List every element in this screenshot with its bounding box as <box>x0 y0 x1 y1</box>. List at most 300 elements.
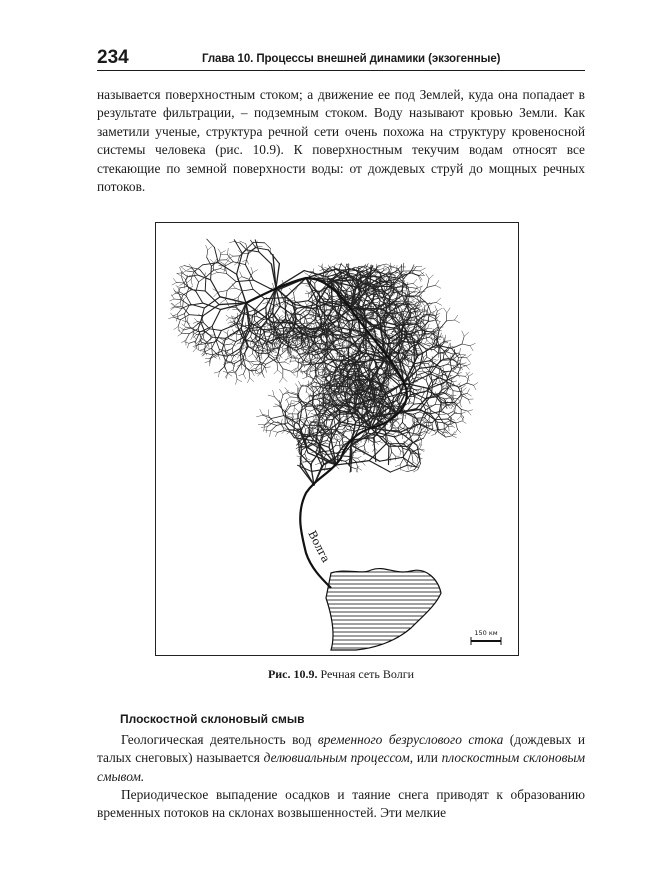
tributary-segment <box>435 285 441 288</box>
tributary-segment <box>470 343 475 345</box>
tributary-segment <box>439 369 440 376</box>
tributary-segment <box>405 414 406 419</box>
tributary-segment <box>292 372 298 373</box>
tributary-segment <box>249 370 250 378</box>
tributary-segment <box>456 421 462 423</box>
tributary-segment <box>207 239 215 247</box>
tributary-segment <box>447 308 450 313</box>
tributary-segment <box>462 388 467 392</box>
tributary-segment <box>178 314 185 317</box>
tributary-segment <box>428 324 430 328</box>
tributary-segment <box>239 374 244 376</box>
tributary-segment <box>206 353 213 355</box>
tributary-segment <box>237 274 246 303</box>
tributary-segment <box>240 243 246 250</box>
tributary-segment <box>214 247 218 262</box>
tributary-segment <box>467 358 471 363</box>
tributary-segment <box>462 421 466 424</box>
tributary-segment <box>345 281 351 282</box>
tributary-segment <box>440 337 444 338</box>
tributary-segment <box>427 285 435 287</box>
tributary-segment <box>219 372 220 377</box>
tributary-segment <box>206 270 214 277</box>
tributary-segment <box>237 355 239 358</box>
tributary-segment <box>264 325 270 326</box>
tributary-segment <box>257 329 258 333</box>
tributary-segment <box>207 250 208 257</box>
tributary-segment <box>435 306 437 311</box>
tributary-segment <box>214 372 219 374</box>
tributary-segment <box>305 302 307 305</box>
tributary-segment <box>295 408 299 412</box>
tributary-segment <box>313 290 320 291</box>
tributary-segment <box>440 348 441 360</box>
tributary-segment <box>176 306 183 307</box>
tributary-segment <box>297 414 298 423</box>
tributary-segment <box>318 302 319 306</box>
tributary-segment <box>300 362 305 363</box>
tributary-segment <box>308 411 311 415</box>
tributary-segment <box>226 318 229 321</box>
tributary-segment <box>211 266 212 280</box>
tributary-segment <box>310 394 312 399</box>
tributary-segment <box>421 367 423 372</box>
tributary-segment <box>241 335 242 342</box>
body-paragraph-1: называется поверхностным стоком; а движение ее под Землей, куда она попадает в результате фильтрации, – подземным стоком. Воду называют кровью Земли. Как заметили ученые, структура речной сети очень похожа на структуру кровеносной системы человека (рис. 10.9). К поверхностным текучим водам относят все стекающие по земной поверхности воды: от дождевых струй до мощных речных потоков. <box>97 87 585 195</box>
tributary-segment <box>386 328 397 330</box>
tributary-segment <box>467 389 469 394</box>
tributary-segment <box>451 425 455 428</box>
tributary-segment <box>306 410 311 412</box>
tributary-segment <box>335 263 338 265</box>
tributary-segment <box>205 277 206 291</box>
tributary-segment <box>345 385 346 393</box>
tributary-segment <box>395 301 403 302</box>
tributary-segment <box>265 298 286 299</box>
tributary-segment <box>227 330 228 334</box>
tributary-segment <box>224 332 228 334</box>
tributary-segment <box>333 386 348 387</box>
tributary-segment <box>460 348 461 354</box>
tributary-segment <box>177 273 181 276</box>
tributary-segment <box>330 366 333 372</box>
tributary-segment <box>429 430 433 434</box>
tributary-segment <box>170 299 175 301</box>
tributary-segment <box>311 413 315 414</box>
tributary-segment <box>468 399 470 404</box>
tributary-segment <box>306 286 310 287</box>
tributary-segment <box>455 320 460 323</box>
tributary-segment <box>234 242 240 244</box>
tributary-segment <box>306 391 310 396</box>
tributary-segment <box>288 344 294 345</box>
tributary-segment <box>394 272 398 274</box>
tributary-segment <box>424 354 427 357</box>
tributary-segment <box>460 363 466 365</box>
tributary-segment <box>378 268 383 270</box>
running-head: Глава 10. Процессы внешней динамики (экзогенные) <box>202 53 501 65</box>
tributary-segment <box>457 416 461 420</box>
tributary-segment <box>349 271 356 272</box>
tributary-segment <box>457 376 466 377</box>
tributary-segment <box>443 385 447 387</box>
tributary-segment <box>466 364 471 366</box>
tributary-segment <box>210 329 222 331</box>
tributary-segment <box>421 337 429 339</box>
tributary-segment <box>262 364 266 372</box>
tributary-segment <box>283 377 287 381</box>
tributary-segment <box>448 412 453 415</box>
tributary-segment <box>324 358 325 367</box>
tributary-segment <box>232 342 236 349</box>
tributary-segment <box>214 292 219 297</box>
tributary-segment <box>196 291 203 303</box>
tributary-segment <box>449 344 450 348</box>
tributary-segment <box>250 341 251 345</box>
tributary-segment <box>330 296 337 297</box>
tributary-segment <box>458 430 461 433</box>
tributary-segment <box>447 352 453 354</box>
tributary-segment <box>186 327 193 328</box>
tributary-segment <box>419 275 422 280</box>
tributary-segment <box>470 346 473 351</box>
tributary-segment <box>295 354 300 358</box>
tributary-segment <box>413 284 418 288</box>
tributary-segment <box>277 314 279 317</box>
tributary-segment <box>434 350 439 354</box>
tributary-segment <box>385 364 386 369</box>
tributary-segment <box>227 260 231 263</box>
tributary-segment <box>181 267 186 271</box>
tributary-segment <box>474 385 476 389</box>
tributary-segment <box>298 359 299 367</box>
tributary-segment <box>467 383 474 385</box>
tributary-segment <box>415 460 421 469</box>
tributary-segment <box>238 297 239 303</box>
tributary-segment <box>220 299 225 303</box>
tributary-segment <box>173 314 178 316</box>
tributary-segment <box>439 321 446 330</box>
tributary-segment <box>236 372 237 379</box>
tributary-segment <box>249 354 253 357</box>
tributary-segment <box>462 336 464 344</box>
tributary-segment <box>266 359 277 365</box>
tributary-segment <box>193 348 196 352</box>
tributary-segment <box>220 253 221 260</box>
tributary-segment <box>453 381 457 382</box>
tributary-segment <box>425 332 427 341</box>
tributary-segment <box>230 288 235 289</box>
tributary-segment <box>186 280 191 284</box>
tributary-segment <box>212 310 221 327</box>
tributary-segment <box>266 297 268 302</box>
tributary-segment <box>445 341 451 342</box>
tributary-segment <box>466 366 469 370</box>
tributary-segment <box>364 446 365 452</box>
tributary-segment <box>420 268 426 271</box>
tributary-segment <box>227 274 237 282</box>
tributary-segment <box>203 351 206 355</box>
tributary-segment <box>218 272 227 273</box>
tributary-segment <box>241 351 244 359</box>
tributary-segment <box>218 249 221 253</box>
tributary-segment <box>263 348 269 350</box>
tributary-segment <box>256 246 262 247</box>
tributary-segment <box>250 378 254 382</box>
tributary-segment <box>224 344 231 345</box>
tributary-segment <box>325 267 328 268</box>
tributary-segment <box>227 348 232 351</box>
tributary-segment <box>401 451 405 453</box>
tributary-segment <box>251 368 256 369</box>
tributary-segment <box>390 452 392 457</box>
tributary-segment <box>204 331 210 335</box>
tributary-segment <box>241 365 242 369</box>
tributary-segment <box>262 372 264 378</box>
tributary-segment <box>270 325 271 331</box>
tributary-segment <box>245 353 246 358</box>
tributary-segment <box>441 347 445 351</box>
tributary-segment <box>229 318 235 319</box>
tributary-segment <box>461 412 465 414</box>
tributary-segment <box>366 318 375 319</box>
tributary-segment <box>386 264 392 266</box>
tributary-segment <box>379 442 383 444</box>
tributary-segment <box>186 321 190 325</box>
tributary-segment <box>457 368 461 376</box>
tributary-segment <box>205 331 213 337</box>
tributary-segment <box>452 436 456 438</box>
tributary-segment <box>206 348 212 351</box>
tributary-segment <box>194 342 198 345</box>
tributary-segment <box>398 446 401 451</box>
tributary-segment <box>195 276 199 282</box>
tributary-segment <box>256 363 260 368</box>
page-number: 234 <box>97 47 129 68</box>
tributary-segment <box>462 396 468 399</box>
tributary-segment <box>256 368 261 371</box>
tributary-segment <box>251 267 253 272</box>
tributary-segment <box>242 289 253 291</box>
tributary-segment <box>462 355 466 358</box>
tributary-segment <box>452 344 462 349</box>
tributary-segment <box>191 304 204 308</box>
tributary-segment <box>432 434 436 435</box>
tributary-segment <box>210 259 214 263</box>
tributary-segment <box>392 452 396 456</box>
tributary-segment <box>227 282 236 291</box>
tributary-segment <box>455 315 458 320</box>
tributary-segment <box>405 359 413 363</box>
tributary-segment <box>187 317 188 322</box>
figure-volga-river-network <box>155 222 519 656</box>
tributary-segment <box>261 355 262 360</box>
tributary-segment <box>420 287 422 292</box>
tributary-segment <box>228 373 233 376</box>
tributary-segment <box>221 251 226 254</box>
tributary-segment <box>378 264 386 266</box>
tributary-segment <box>216 341 219 349</box>
tributary-segment <box>464 332 469 336</box>
tributary-segment <box>277 363 278 371</box>
tributary-segment <box>396 421 399 424</box>
tributary-segment <box>265 368 266 373</box>
tributary-segment <box>208 341 216 344</box>
tributary-segment <box>380 457 403 461</box>
tributary-segment <box>400 307 402 310</box>
tributary-segment <box>443 358 451 359</box>
tributary-segment <box>419 296 428 304</box>
tributary-segment <box>182 273 188 277</box>
tributary-segment <box>462 344 470 346</box>
tributary-segment <box>212 339 217 348</box>
tributary-segment <box>219 366 224 371</box>
tributary-segment <box>199 278 205 282</box>
tributary-segment <box>232 360 237 362</box>
tributary-segment <box>435 280 439 285</box>
tributary-segment <box>216 331 221 342</box>
tributary-segment <box>468 411 471 415</box>
tributary-segment <box>429 382 446 389</box>
tributary-segment <box>402 422 407 427</box>
tributary-segment <box>259 320 264 325</box>
tributary-segment <box>426 274 429 279</box>
tributary-segment <box>203 331 204 338</box>
tributary-segment <box>460 402 462 407</box>
tributary-segment <box>229 242 234 243</box>
tributary-segment <box>279 355 281 361</box>
tributary-segment <box>338 429 343 430</box>
tributary-segment <box>264 343 266 348</box>
tributary-segment <box>402 413 403 423</box>
tributary-segment <box>418 327 420 331</box>
tributary-segment <box>455 430 458 434</box>
tributary-segment <box>252 371 254 375</box>
tributary-segment <box>266 336 270 337</box>
tributary-segment <box>198 275 211 280</box>
tributary-segment <box>427 279 429 287</box>
tributary-segment <box>222 340 224 344</box>
tributary-segment <box>178 320 180 327</box>
tributary-segment <box>325 309 331 310</box>
tributary-segment <box>440 364 448 367</box>
tributary-segment <box>265 367 270 368</box>
tributary-segment <box>412 273 419 275</box>
tributary-segment <box>285 362 290 364</box>
tributary-segment <box>178 333 182 336</box>
tributary-segment <box>180 268 182 273</box>
tributary-segment <box>436 302 442 305</box>
tributary-segment <box>227 373 228 378</box>
tributary-segment <box>230 334 237 335</box>
tributary-segment <box>469 374 473 377</box>
tributary-segment <box>340 424 344 425</box>
tributary-segment <box>247 260 249 264</box>
tributary-segment <box>461 365 467 367</box>
tributary-segment <box>418 323 422 324</box>
tributary-segment <box>191 280 192 286</box>
tributary-segment <box>426 380 429 387</box>
tributary-segment <box>365 451 369 453</box>
tributary-segment <box>228 248 229 254</box>
tributary-segment <box>182 333 189 334</box>
tributary-segment <box>427 340 432 344</box>
tributary-segment <box>460 362 461 368</box>
tributary-segment <box>208 247 212 250</box>
tributary-segment <box>228 370 233 372</box>
tributary-segment <box>212 349 217 354</box>
tributary-segment <box>229 339 236 342</box>
tributary-segment <box>186 271 194 272</box>
tributary-segment <box>240 272 242 277</box>
tributary-segment <box>417 335 418 340</box>
tributary-segment <box>452 396 457 397</box>
tributary-segment <box>445 335 446 341</box>
tributary-segment <box>444 398 450 399</box>
tributary-segment <box>407 470 415 472</box>
tributary-segment <box>436 298 441 302</box>
tributary-segment <box>429 311 434 314</box>
tributary-segment <box>400 451 401 455</box>
tributary-segment <box>305 273 310 277</box>
tributary-segment <box>402 470 407 472</box>
tributary-segment <box>395 465 400 467</box>
tributary-segment <box>410 323 415 324</box>
tributary-segment <box>177 308 181 314</box>
tributary-segment <box>227 256 230 260</box>
tributary-segment <box>424 306 425 315</box>
tributary-segment <box>206 245 208 250</box>
tributary-segment <box>283 369 291 372</box>
tributary-segment <box>171 313 174 317</box>
tributary-segment <box>437 308 442 311</box>
tributary-segment <box>285 397 290 401</box>
tributary-segment <box>430 353 438 361</box>
tributary-segment <box>420 271 424 276</box>
tributary-segment <box>265 243 271 249</box>
tributary-segment <box>452 432 454 436</box>
tributary-segment <box>253 354 256 358</box>
tributary-segment <box>233 297 238 299</box>
tributary-segment <box>311 322 317 324</box>
tributary-segment <box>218 291 227 293</box>
tributary-segment <box>245 310 255 313</box>
tributary-segment <box>417 375 419 378</box>
tributary-segment <box>174 299 181 300</box>
tributary-segment <box>416 409 430 414</box>
tributary-segment <box>198 329 201 339</box>
tributary-segment <box>366 264 368 268</box>
tributary-segment <box>187 343 189 348</box>
tributary-segment <box>301 368 303 374</box>
tributary-segment <box>177 273 182 274</box>
tributary-segment <box>207 257 212 266</box>
tributary-segment <box>173 316 178 317</box>
tributary-segment <box>196 341 197 348</box>
tributary-segment <box>310 369 311 375</box>
tributary-segment <box>259 252 272 264</box>
tributary-segment <box>318 266 321 268</box>
tributary-segment <box>327 398 328 404</box>
tributary-segment <box>221 324 236 330</box>
tributary-segment <box>220 297 246 303</box>
tributary-segment <box>445 423 449 427</box>
tributary-segment <box>179 266 184 268</box>
tributary-segment <box>418 345 437 356</box>
tributary-segment <box>445 421 450 423</box>
tributary-segment <box>175 307 182 308</box>
tributary-segment <box>294 293 295 301</box>
